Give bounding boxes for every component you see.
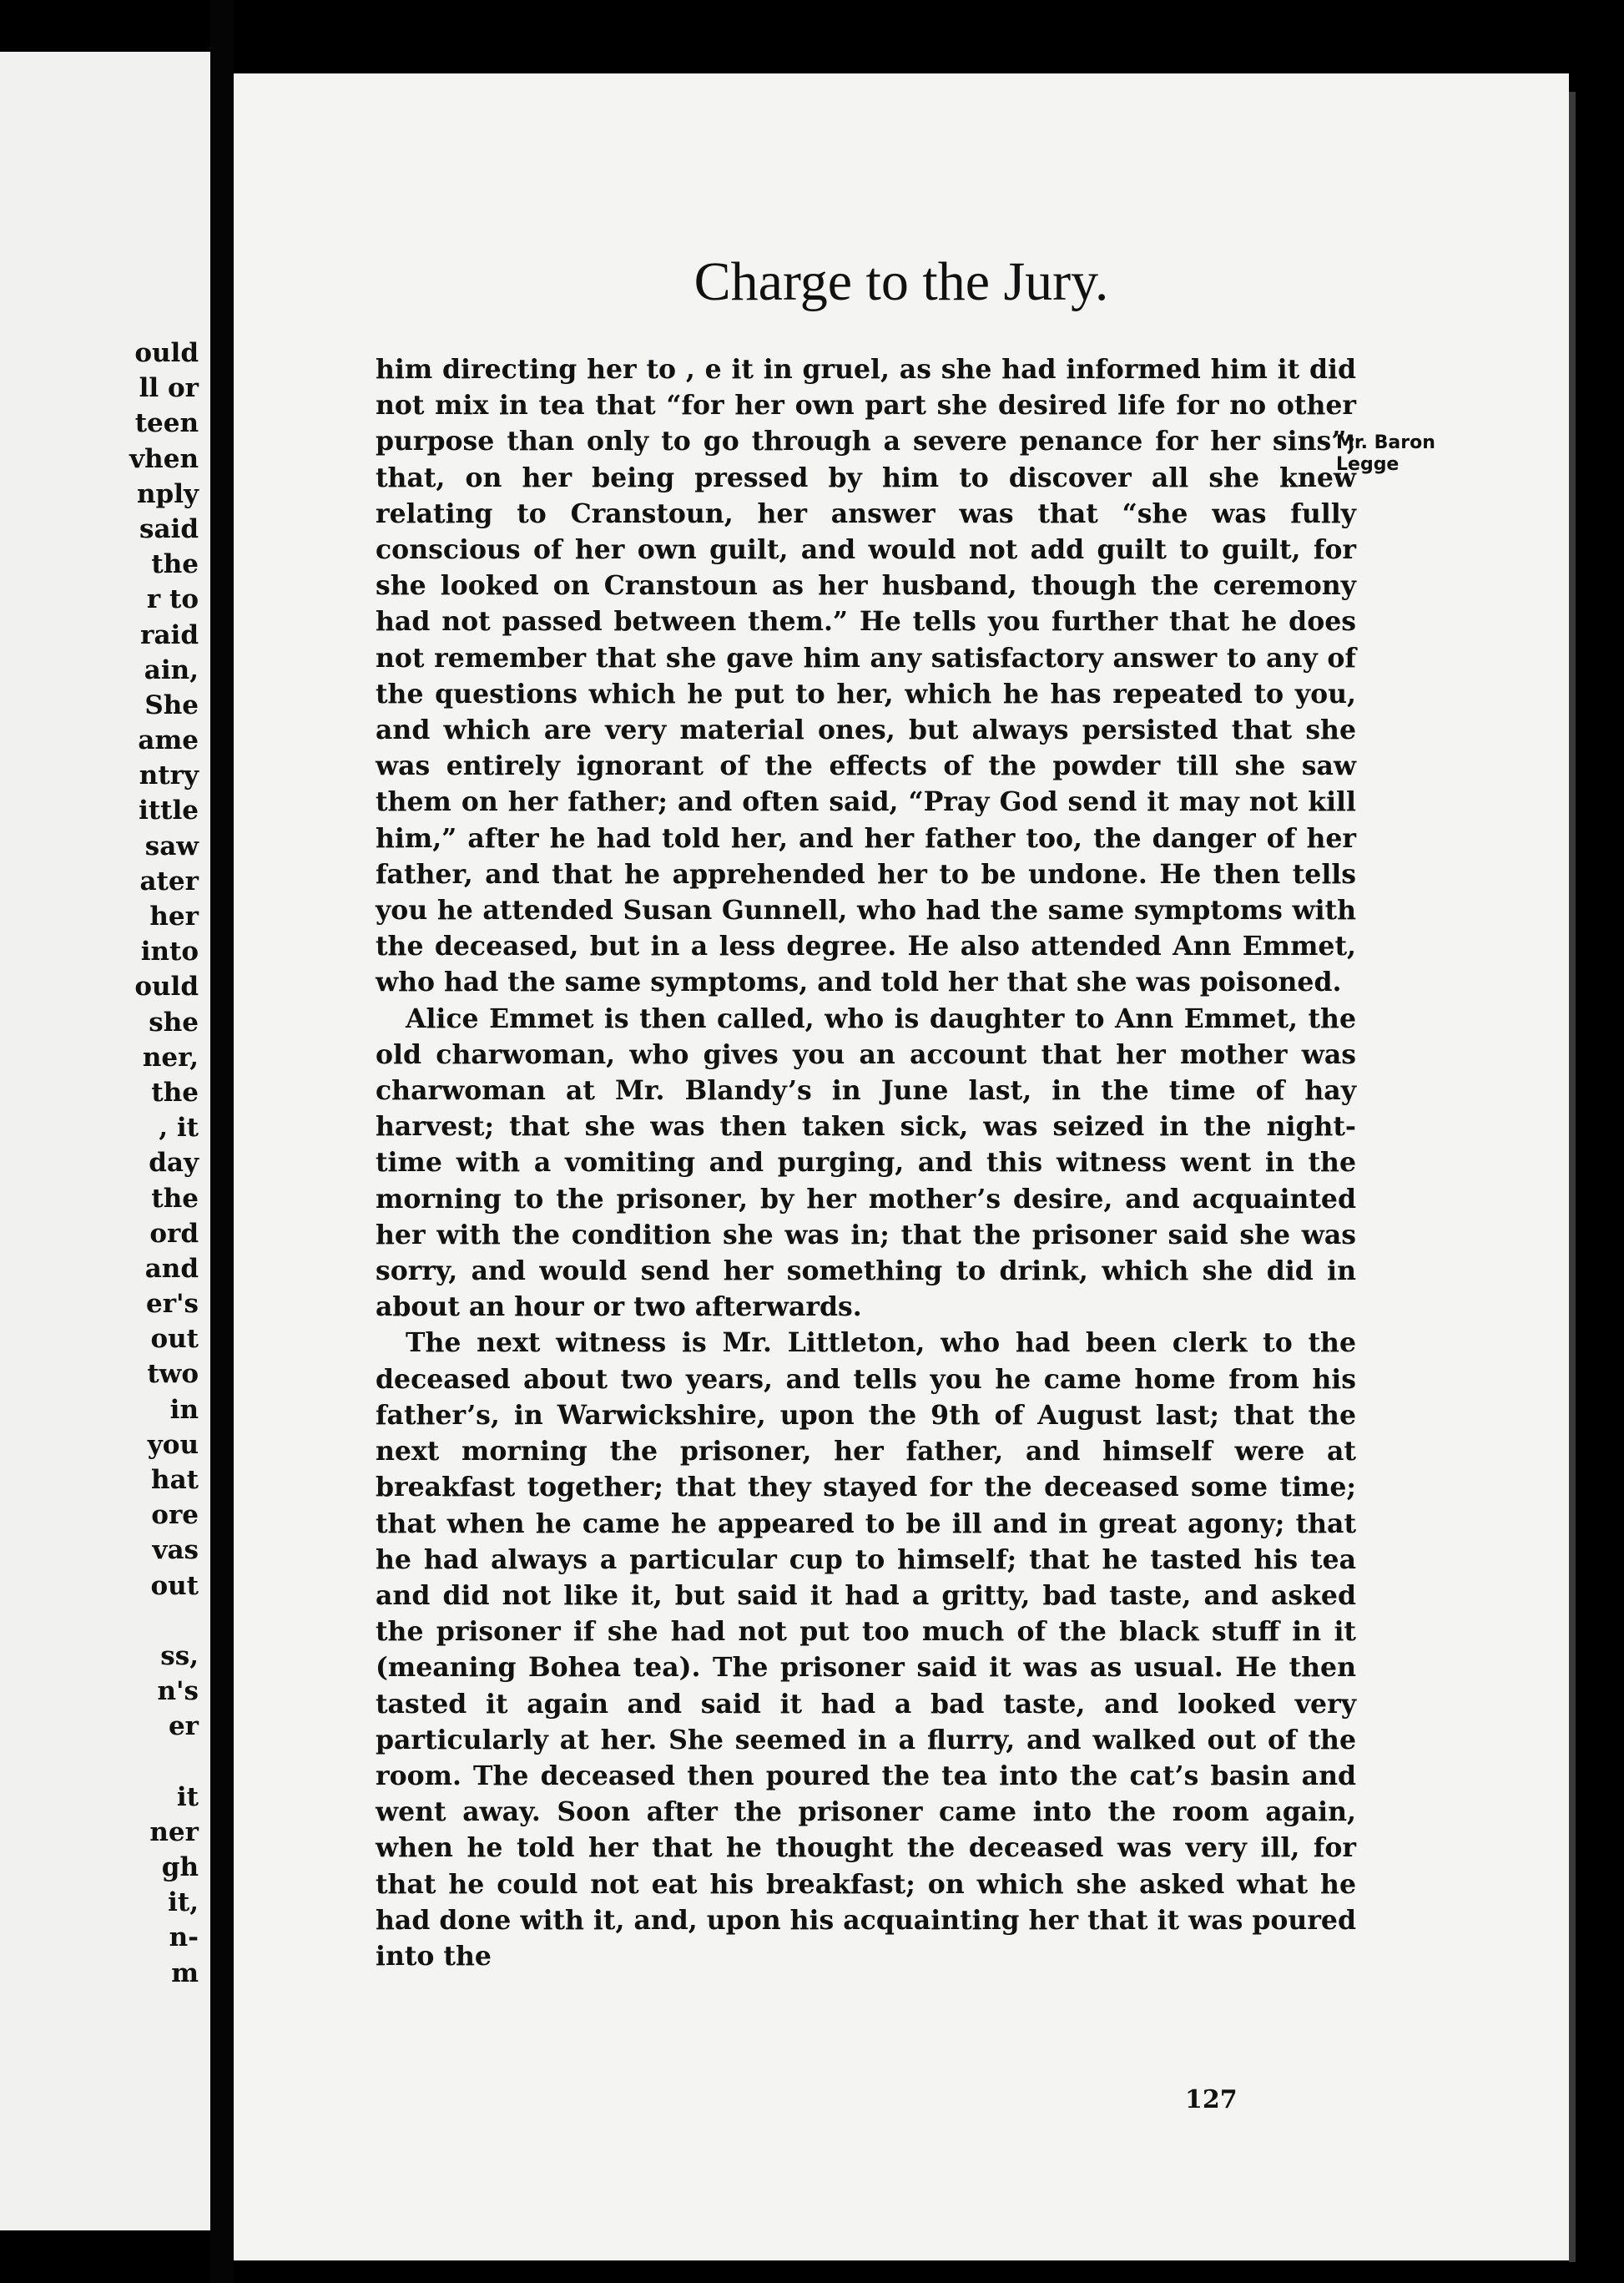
left-page-fragment: ord: [149, 1218, 199, 1249]
page-number: 127: [1185, 2085, 1238, 2114]
left-page-fragment: er's: [146, 1289, 199, 1320]
left-page-fragment: vhen: [129, 443, 199, 474]
left-page-fragment: nply: [136, 478, 199, 509]
left-page-fragment: hat: [151, 1465, 199, 1495]
left-page-fragment: out: [150, 1570, 199, 1601]
left-page-fragment: saw: [144, 831, 199, 861]
left-page-fragment: n's: [157, 1676, 199, 1707]
left-page-fragment: the: [151, 1183, 199, 1214]
left-page-text-fragments: [129, 336, 199, 1991]
margin-sidenote: Mr. Baron Legge: [1336, 432, 1435, 475]
left-page: [0, 52, 210, 2230]
left-page-fragment: m: [171, 1957, 199, 1988]
left-page-fragment: teen: [134, 408, 199, 439]
left-page-fragment: into: [140, 937, 199, 967]
right-page: [234, 73, 1569, 2260]
left-page-fragment: the: [151, 1077, 199, 1108]
left-page-fragment: it,: [168, 1887, 199, 1918]
left-page-fragment: said: [139, 513, 199, 544]
page-edge-shadow: [1569, 92, 1576, 2262]
paragraph-2: Alice Emmet is then called, who is daughter to Ann Emmet, the old charwoman, who gives you an account that her mother was charwoman at Mr. Blandy’s in June last, in the time of hay harvest; that she was then taken sick, was seized in the night-time with a vomiting and purging, and this witness went in the morning to the prisoner, by her mother’s desire, and acquainted her with the condition she was in; that the prisoner said she was sorry, and would send her something to drink, which she did in about an hour or two afterwards.: [376, 1003, 1356, 1323]
left-page-fragment: ner,: [142, 1042, 199, 1073]
left-page-fragment: gh: [161, 1852, 199, 1883]
left-page-fragment: er: [168, 1711, 199, 1742]
left-page-fragment: out: [150, 1324, 199, 1355]
left-page-fragment: ittle: [139, 796, 199, 826]
left-page-fragment: ll or: [139, 373, 199, 404]
left-page-fragment: ntry: [139, 760, 199, 791]
body-text: [376, 351, 1356, 1974]
left-page-fragment: the: [151, 549, 199, 580]
paragraph-3: The next witness is Mr. Littleton, who had been clerk to the deceased about two years, and tells you he came home from his father’s, in Warwickshire, upon the 9th of August last; that the next morning the prisoner, her father, and himself were at breakfast together; that they stayed for the deceased some time; that when he came he appeared to be ill and in great agony; that he had always a particular cup to himself; that he tasted his tea and did not like it, but said it had a gritty, bad taste, and asked the prisoner if she had not put too much of the black stuff in it (meaning Bohea tea). The prisoner said it was as usual. He then tasted it again and said it had a bad taste, and looked very particularly at her. She seemed in a flurry, and walked out of the room. The deceased then poured the tea into the cat’s basin and went away. Soon after the prisoner came into the room again, when he told her that he thought the deceased was very ill, for that he could not eat his breakfast; on which she asked what he had done with it, and, upon his acquainting her that it was poured into the: [376, 1327, 1356, 1972]
left-page-fragment: it: [176, 1781, 199, 1812]
left-page-fragment: ould: [134, 338, 199, 368]
left-page-fragment: ner: [149, 1816, 199, 1847]
left-page-fragment: you: [147, 1429, 199, 1460]
left-page-fragment: She: [144, 689, 199, 720]
left-page-fragment: two: [147, 1359, 199, 1390]
left-page-fragment: and: [144, 1253, 199, 1284]
left-page-fragment: , it: [159, 1113, 199, 1144]
left-page-fragment: [129, 1604, 199, 1639]
left-page-fragment: r to: [146, 584, 199, 615]
left-page-fragment: ore: [151, 1500, 199, 1531]
left-page-fragment: day: [149, 1148, 199, 1179]
left-page-fragment: in: [169, 1394, 199, 1425]
left-page-fragment: ss,: [160, 1640, 199, 1671]
left-page-fragment: ain,: [144, 654, 199, 685]
left-page-fragment: her: [149, 902, 199, 932]
left-page-fragment: vas: [152, 1535, 199, 1566]
page-title: Charge to the Jury.: [693, 251, 1109, 312]
book-gutter: [210, 0, 234, 2283]
left-page-fragment: [129, 1745, 199, 1780]
left-page-fragment: ould: [134, 972, 199, 1003]
left-page-fragment: she: [149, 1007, 199, 1038]
left-page-fragment: ame: [138, 725, 199, 756]
left-page-fragment: raid: [140, 619, 199, 650]
left-page-fragment: ater: [139, 866, 199, 897]
paragraph-1: him directing her to , e it in gruel, as she had informed him it did not mix in tea that “for her own part she desired life for no other purpose than only to go through a severe penance for her sins”; that, on her being pressed by him to discover all she knew relating to Cranstoun, her answer was that “she was fully conscious of her own guilt, and would not add guilt to guilt, for she looked on Cranstoun as her husband, though the ceremony had not passed between them.” He tells you further that he does not remember that she gave him any satisfactory answer to any of the questions which he put to her, which he has repeated to you, and which are very material ones, but always persisted that she was entirely ignorant of the effects of the powder till she saw them on her father; and often said, “Pray God send it may not kill him,” after he had told her, and her father too, the danger of her father, and that he apprehended her to be undone. He then tells you he attended Susan Gunnell, who had the same symptoms with the deceased, but in a less degree. He also attended Ann Emmet, who had the same symptoms, and told her that she was poisoned.: [376, 354, 1356, 998]
left-page-fragment: n-: [169, 1922, 199, 1953]
